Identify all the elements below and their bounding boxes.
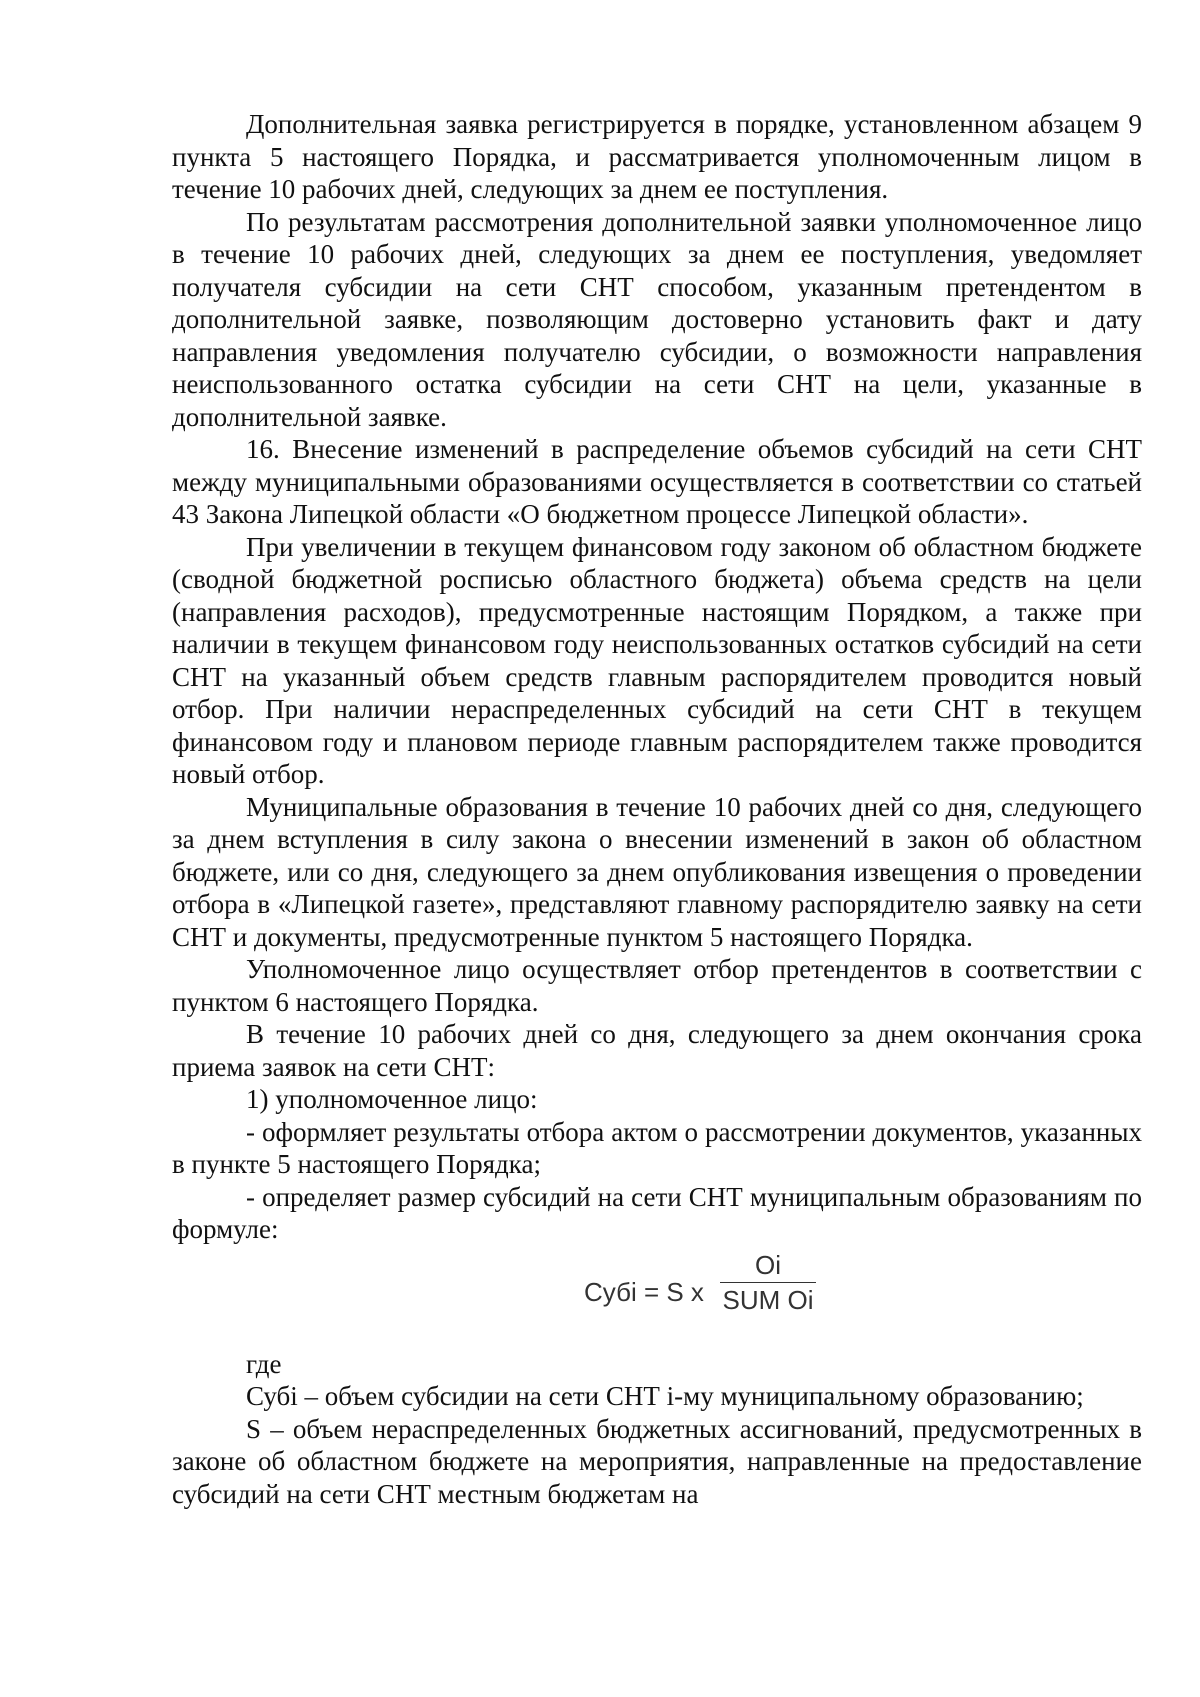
formula-denominator: SUM Oi xyxy=(722,1284,814,1315)
paragraph: Субі – объем субсидии на сети СНТ і-му муниципальному образованию; xyxy=(246,1381,1084,1411)
document-page xyxy=(172,108,1142,1510)
formula-fraction xyxy=(720,1250,816,1315)
formula-numerator: Oi xyxy=(755,1249,781,1280)
paragraph: По результатам рассмотрения дополнительной заявки уполномоченное лицо в течение 10 рабочих дней, следующих за днем ее поступления, уведомляет получателя субсидии на сети СНТ способом, указанным претендентом в дополнительной заявке, позволяющим достоверно установить факт и дату направления уведомления получателю субсидии, о возможности направления неиспользованного остатка субсидии на сети СНТ на цели, указанные в дополнительной заявке. xyxy=(172,206,1142,432)
paragraph: - оформляет результаты отбора актом о рассмотрении документов, указанных в пункте 5 настоящего Порядка; xyxy=(172,1116,1142,1179)
spacer xyxy=(172,1338,1142,1348)
paragraph: S – объем нераспределенных бюджетных ассигнований, предусмотренных в законе об областном бюджете на мероприятия, направленные на предоставление субсидий на сети СНТ местным бюджетам на xyxy=(172,1413,1142,1509)
paragraph: Муниципальные образования в течение 10 рабочих дней со дня, следующего за днем вступления в силу закона о внесении изменений в закон об областном бюджете, или со дня, следующего за днем опубликования извещения о проведении отбора в «Липецкой газете», представляют главному распорядителю заявку на сети СНТ и документы, предусмотренные пунктом 5 настоящего Порядка. xyxy=(172,791,1142,952)
paragraph: 1) уполномоченное лицо: xyxy=(246,1084,538,1114)
formula-lhs: Субі = S x xyxy=(584,1276,704,1307)
paragraph: В течение 10 рабочих дней со дня, следующего за днем окончания срока приема заявок на сети СНТ: xyxy=(172,1019,1142,1082)
fraction-bar xyxy=(720,1282,816,1283)
paragraph: где xyxy=(246,1348,282,1379)
paragraph: При увеличении в текущем финансовом году законом об областном бюджете (сводной бюджетной росписью областного бюджета) объема средств на цели (направления расходов), предусмотренные настоящим Порядком, а также при наличии в текущем финансовом году неиспользованных остатков субсидий на сети СНТ на указанный объем средств главным распорядителем проводится новый отбор. При наличии нераспределенных субсидий на сети СНТ в текущем финансовом году и плановом периоде главным распорядителем также проводится новый отбор. xyxy=(172,531,1142,789)
subsidy-formula xyxy=(172,1246,1142,1338)
paragraph: 16. Внесение изменений в распределение объемов субсидий на сети СНТ между муниципальными образованиями осуществляется в соответствии со статьей 43 Закона Липецкой области «О бюджетном процессе Липецкой области». xyxy=(172,434,1142,529)
paragraph: Дополнительная заявка регистрируется в порядке, установленном абзацем 9 пункта 5 настоящего Порядка, и рассматривается уполномоченным лицом в течение 10 рабочих дней, следующих за днем ее поступления. xyxy=(172,109,1142,204)
paragraph: Уполномоченное лицо осуществляет отбор претендентов в соответствии с пунктом 6 настоящего Порядка. xyxy=(172,954,1142,1017)
paragraph: - определяет размер субсидий на сети СНТ муниципальным образованиям по формуле: xyxy=(172,1181,1142,1244)
